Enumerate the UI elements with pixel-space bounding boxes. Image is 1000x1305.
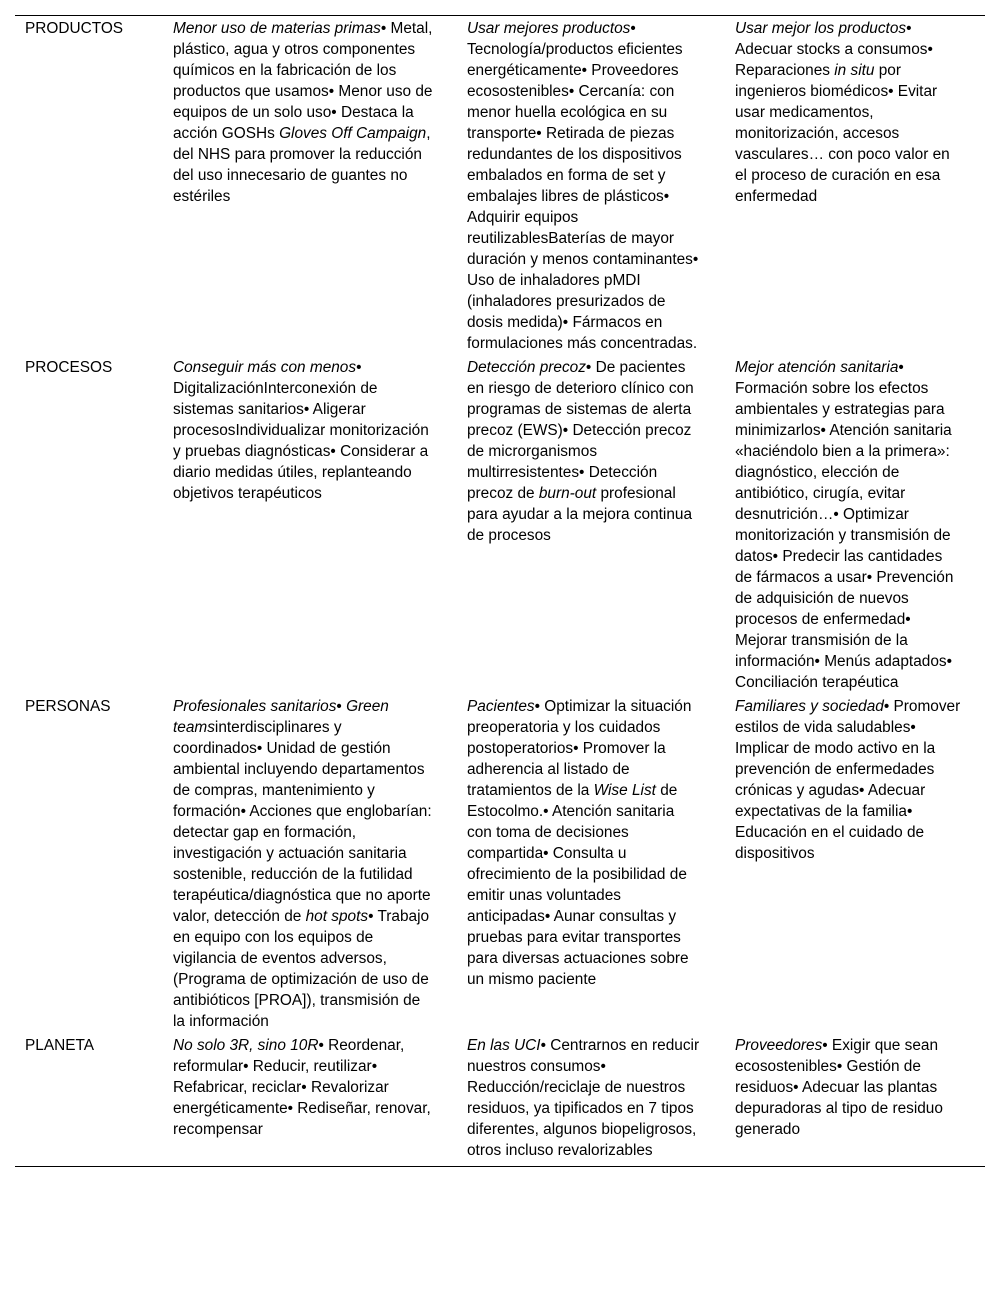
- emphasis-text: in situ: [834, 62, 875, 79]
- emphasis-text: Usar mejores productos: [467, 20, 631, 37]
- cell-text: • Trabajo en equipo con los equipos de vigilancia de eventos adversos, (Programa de optimización de uso de antibióticos [PROA]), transmisión de la información: [173, 908, 430, 1030]
- cell-text: , del NHS para promover la reducción del uso innecesario de guantes no estériles: [173, 125, 431, 205]
- cell-text: • De pacientes en riesgo de deterioro clínico con programas de sistemas de alerta precoz (EWS)• Detección precoz de microrganismos multirresistentes• Detección precoz de: [467, 359, 694, 502]
- cell-text: • Optimizar la situación preoperatoria y los cuidados postoperatorios• Promover la adherencia al listado de tratamientos de la: [467, 698, 692, 799]
- emphasis-text: En las UCI: [467, 1037, 541, 1054]
- table-row-productos: [15, 16, 985, 355]
- cell-text: • Centrarnos en reducir nuestros consumos• Reducción/reciclaje de nuestros residuos, ya tipificados en 7 tipos diferentes, algunos biopeligrosos, otros incluso revalorizables: [467, 1037, 700, 1159]
- emphasis-text: No solo 3R, sino 10R: [173, 1037, 319, 1054]
- sustainability-table-container: [15, 15, 985, 1167]
- cell-text: por ingenieros biomédicos• Evitar usar medicamentos, monitorización, accesos vasculares… con poco valor en el proceso de curación en esa enfermedad: [735, 62, 950, 205]
- cell-text: • Reordenar, reformular• Reducir, reutilizar• Refabricar, reciclar• Revalorizar energéticamente• Rediseñar, renovar, recompensar: [173, 1037, 431, 1138]
- cell-text: • Tecnología/productos eficientes energéticamente• Proveedores ecosostenibles• Cercanía: con menor huella ecológica en su transporte• Retirada de piezas redundantes de los dispositivos embalados en forma de set y embalajes libres de plásticos• Adquirir equipos reutilizablesBaterías de mayor duración y menos contaminantes• Uso de inhaladores pMDI (inhaladores presurizados de dosis medida)• Fármacos en formulaciones más concentradas.: [467, 20, 699, 352]
- cell-text: • Adecuar stocks a consumos• Reparaciones: [735, 20, 933, 79]
- emphasis-text: hot spots: [305, 908, 369, 925]
- cell-text: interdisciplinares y coordinados• Unidad de gestión ambiental incluyendo departamentos de compras, mantenimiento y formación• Acciones que englobarían: detectar gap en formación, investigación y actuación sanitaria sostenible, reducción de la futilidad terapéutica/diagnóstica que no aporte valor, detección de: [173, 719, 432, 925]
- emphasis-text: Profesionales sanitarios: [173, 698, 337, 715]
- table-body: [15, 16, 985, 1166]
- cell-text: • DigitalizaciónInterconexión de sistemas sanitarios• Aligerar procesosIndividualizar monitorización y pruebas diagnósticas• Considerar a diario medidas útiles, replanteando objetivos terapéuticos: [173, 359, 429, 502]
- table-cell: [163, 694, 457, 1033]
- emphasis-text: Conseguir más con menos: [173, 359, 357, 376]
- cell-text: profesional para ayudar a la mejora continua de procesos: [467, 485, 693, 544]
- row-category-label: PERSONAS: [25, 698, 111, 715]
- table-cell: [725, 694, 985, 1033]
- emphasis-text: burn-out: [538, 485, 597, 502]
- table-cell: [163, 16, 457, 355]
- cell-text: • Formación sobre los efectos ambientales y estrategias para minimizarlos• Atención sanitaria «haciéndolo bien a la primera»: diagnóstico, elección de antibiótico, cirugía, evitar desnutrición…• Optimizar monitorización y transmisión de datos• Predecir las cantidades de fármacos a usar• Prevención de adquisición de nuevos procesos de enfermedad• Mejorar transmisión de la información• Menús adaptados• Conciliación terapéutica: [735, 359, 954, 691]
- row-category-label: PRODUCTOS: [25, 20, 124, 37]
- table-cell: [725, 16, 985, 355]
- cell-text: • Exigir que sean ecosostenibles• Gestión de residuos• Adecuar las plantas depuradoras al tipo de residuo generado: [735, 1037, 943, 1138]
- emphasis-text: Detección precoz: [467, 359, 586, 376]
- emphasis-text: Pacientes: [467, 698, 535, 715]
- emphasis-text: Proveedores: [735, 1037, 823, 1054]
- emphasis-text: Wise List: [593, 782, 656, 799]
- cell-text: • Metal, plástico, agua y otros componentes químicos en la fabricación de los productos que usamos• Menor uso de equipos de un solo uso• Destaca la acción GOSHs: [173, 20, 433, 142]
- row-category-label: PROCESOS: [25, 359, 113, 376]
- emphasis-text: Usar mejor los productos: [735, 20, 907, 37]
- table-cell: [457, 1033, 725, 1166]
- emphasis-text: Mejor atención sanitaria: [735, 359, 899, 376]
- table-cell: [163, 355, 457, 694]
- emphasis-text: Green teams: [173, 698, 389, 736]
- table-cell: [457, 694, 725, 1033]
- table-row-procesos: [15, 355, 985, 694]
- cell-text: • Promover estilos de vida saludables• Implicar de modo activo en la prevención de enfermedades crónicas y agudas• Adecuar expectativas de la familia• Educación en el cuidado de dispositivos: [735, 698, 961, 862]
- emphasis-text: Menor uso de materias primas: [173, 20, 381, 37]
- table-row-personas: [15, 694, 985, 1033]
- cell-text: •: [336, 698, 347, 715]
- table-row-planeta: [15, 1033, 985, 1166]
- emphasis-text: Familiares y sociedad: [735, 698, 884, 715]
- table-cell: [725, 355, 985, 694]
- table-cell: [457, 16, 725, 355]
- table-cell: [725, 1033, 985, 1166]
- emphasis-text: Gloves Off Campaign: [279, 125, 427, 142]
- row-category-label: PLANETA: [25, 1037, 94, 1054]
- table-cell: [163, 1033, 457, 1166]
- table-cell: [457, 355, 725, 694]
- cell-text: de Estocolmo.• Atención sanitaria con toma de decisiones compartida• Consulta u ofrecimiento de la posibilidad de emitir unas voluntades anticipadas• Aunar consultas y pruebas para evitar transportes para diversas actuaciones sobre un mismo paciente: [467, 782, 689, 988]
- sustainability-table: [15, 16, 985, 1166]
